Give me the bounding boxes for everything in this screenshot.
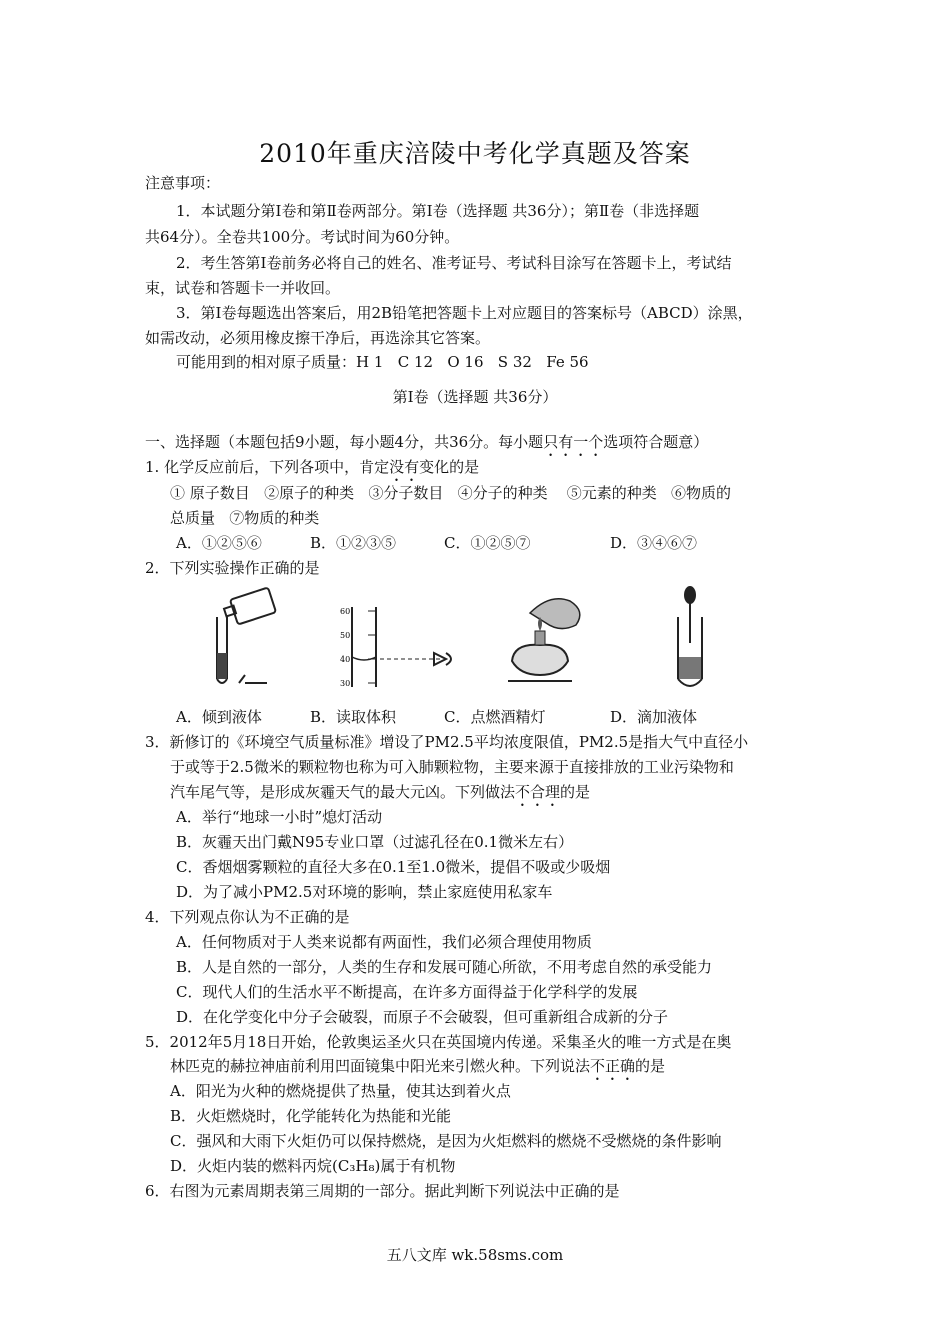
notice-item-3-line-2: 如需改动，必须用橡皮擦干净后，再选涂其它答案。 — [145, 329, 491, 347]
reagent-bottle-icon — [224, 587, 276, 624]
figure-dropping-liquid — [660, 583, 720, 693]
lamp-body-icon — [512, 645, 568, 675]
q5-text-end: 的是 — [635, 1057, 666, 1075]
scale-label: 60 — [340, 607, 351, 616]
scale-label: 40 — [340, 655, 351, 664]
liquid-icon — [679, 657, 701, 679]
q1-text-end: 变化的是 — [419, 458, 480, 476]
scale-label: 30 — [340, 679, 351, 688]
figure-pouring-liquid — [205, 583, 285, 693]
q2-option-b: B．读取体积 — [310, 708, 397, 726]
section-title: 第Ⅰ卷（选择题 共36分） — [392, 388, 558, 406]
q1-items-line-2: 总质量 ⑦物质的种类 — [170, 509, 320, 527]
q5-line-1: 5．2012年5月18日开始，伦敦奥运圣火只在英国境内传递。采集圣火的唯一方式是在奥 — [145, 1033, 732, 1051]
q1-stem — [145, 456, 479, 485]
q5-option-c: C．强风和大雨下火炬仍可以保持燃烧，是因为火炬燃料的燃烧不受燃烧的条件影响 — [170, 1132, 722, 1150]
q3-line-2: 于或等于2.5微米的颗粒物也称为可入肺颗粒物，主要来源于直接排放的工业污染物和 — [170, 758, 734, 776]
liquid-icon — [217, 653, 227, 679]
figure-graduated-cylinder — [330, 583, 470, 693]
q4-option-a: A．任何物质对于人类来说都有两面性，我们必须合理使用物质 — [176, 933, 592, 951]
q3-emphasis: 不合理 — [515, 783, 561, 801]
q1-items-line-1: ① 原子数目 ②原子的种类 ③分子数目 ④分子的种类 ⑤元素的种类 ⑥物质的 — [170, 484, 732, 502]
cylinder-icon — [352, 607, 376, 687]
q1-option-c: C．①②⑤⑦ — [444, 534, 531, 552]
q2-option-a: A．倾到液体 — [176, 708, 262, 726]
notice-item-1-line-1: 1．本试题分第Ⅰ卷和第Ⅱ卷两部分。第Ⅰ卷（选择题 共36分）；第Ⅱ卷（非选择题 — [176, 202, 700, 220]
q5-text: 林匹克的赫拉神庙前利用凹面镜集中阳光来引燃火种。下列说法 — [170, 1057, 591, 1075]
q4-stem: 4．下列观点你认为不正确的是 — [145, 908, 350, 926]
atomic-masses: 可能用到的相对原子质量：H 1 C 12 O 16 S 32 Fe 56 — [176, 353, 589, 371]
q3-option-b: B．灰霾天出门戴N95专业口罩（过滤孔径在0.1微米左右） — [176, 833, 574, 851]
page-title: 2010年重庆涪陵中考化学真题及答案 — [259, 139, 691, 168]
q4-option-d: D．在化学变化中分子会破裂，而原子不会破裂，但可重新组合成新的分子 — [176, 1008, 669, 1026]
figure-alcohol-lamp — [490, 583, 600, 693]
q3-option-c: C．香烟烟雾颗粒的直径大多在0.1至1.0微米，提倡不吸或少吸烟 — [176, 858, 611, 876]
q1-text: 1. 化学反应前后，下列各项中，肯定 — [145, 458, 390, 476]
q5-option-b: B．火炬燃烧时，化学能转化为热能和光能 — [170, 1107, 452, 1125]
meniscus-icon — [352, 657, 376, 660]
q2-option-d: D．滴加液体 — [610, 708, 698, 726]
q2-stem: 2．下列实验操作正确的是 — [145, 559, 320, 577]
q3-option-d: D．为了减小PM2.5对环境的影响，禁止家庭使用私家车 — [176, 883, 553, 901]
q1-option-a: A．①②⑤⑥ — [176, 534, 262, 552]
q1-option-b: B．①②③⑤ — [310, 534, 397, 552]
notice-item-3-line-1: 3．第Ⅰ卷每题选出答案后，用2B铅笔把答题卡上对应题目的答案标号（ABCD）涂黑， — [176, 304, 753, 322]
q4-option-c: C．现代人们的生活水平不断提高，在许多方面得益于化学科学的发展 — [176, 983, 638, 1001]
rubber-bulb-icon — [684, 586, 696, 604]
footer-source: 五八文库 wk.58sms.com — [386, 1246, 564, 1264]
q5-option-a: A．阳光为火种的燃烧提供了热量，使其达到着火点 — [170, 1082, 511, 1100]
q1-emphasis: 没有 — [389, 458, 420, 476]
q5-option-d: D．火炬内装的燃料丙烷(C₃H₈)属于有机物 — [170, 1157, 456, 1175]
notice-item-1-line-2: 共64分）。全卷共100分。考试时间为60分钟。 — [145, 228, 460, 246]
q3-option-a: A．举行“地球一小时”熄灯活动 — [176, 808, 383, 826]
q5-emphasis: 不正确 — [590, 1057, 636, 1075]
notice-heading: 注意事项： — [145, 174, 221, 192]
q3-text: 汽车尾气等，是形成灰霾天气的最大元凶。下列做法 — [170, 783, 516, 801]
stopper-icon — [239, 675, 267, 683]
q3-line-1: 3．新修订的《环境空气质量标准》增设了PM2.5平均浓度限值，PM2.5是指大气中直径小 — [145, 733, 749, 751]
part-1-emphasis: 只有一个 — [543, 433, 604, 451]
scale-ticks-icon — [368, 611, 376, 683]
q1-option-d: D．③④⑥⑦ — [610, 534, 698, 552]
scale-label: 50 — [340, 631, 351, 640]
q6-stem: 6．右图为元素周期表第三周期的一部分。据此判断下列说法中正确的是 — [145, 1182, 620, 1200]
part-1-text-end: 选项符合题意） — [603, 433, 709, 451]
hand-lamp-icon — [530, 599, 580, 629]
wick-icon — [535, 631, 545, 645]
notice-item-2-line-2: 束，试卷和答题卡一并收回。 — [145, 279, 341, 297]
q3-text-end: 的是 — [560, 783, 591, 801]
q4-option-b: B．人是自然的一部分，人类的生存和发展可随心所欲，不用考虑自然的承受能力 — [176, 958, 713, 976]
part-1-text: 一、选择题（本题包括9小题，每小题4分，共36分。每小题 — [145, 433, 544, 451]
q2-option-c: C．点燃酒精灯 — [444, 708, 546, 726]
notice-item-2-line-1: 2．考生答第Ⅰ卷前务必将自己的姓名、准考证号、考试科目涂写在答题卡上，考试结 — [176, 254, 732, 272]
